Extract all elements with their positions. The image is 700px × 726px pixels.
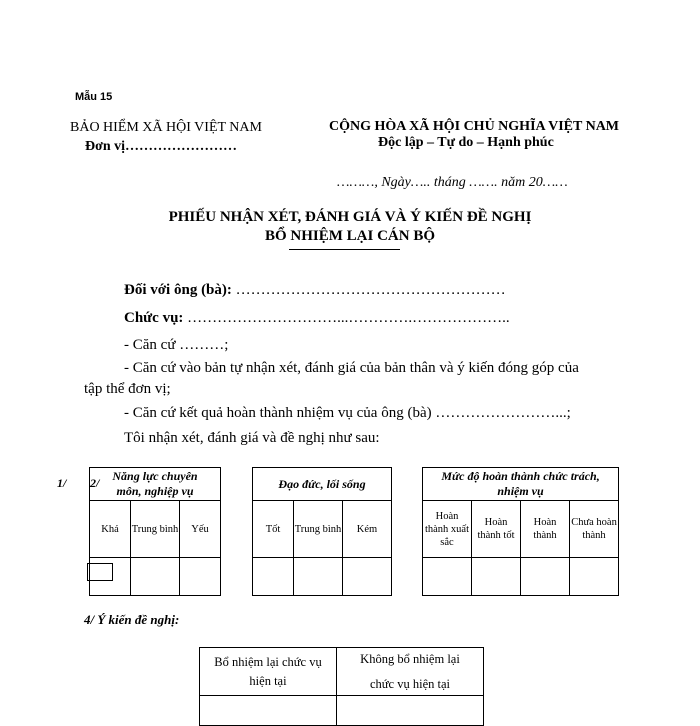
proposal-cell-reappoint[interactable] <box>200 696 337 726</box>
form-code: Mẫu 15 <box>75 91 113 103</box>
ethics-cell-poor[interactable] <box>343 558 392 596</box>
basis-2-line1: - Căn cứ vào bản tự nhận xét, đánh giá của bản thân và ý kiến đóng góp của <box>124 360 579 376</box>
date-line: ………, Ngày….. tháng ……. năm 20…… <box>337 175 568 190</box>
basis-3: - Căn cứ kết quả hoàn thành nhiệm vụ của ông (bà) ……………………...; <box>124 405 571 421</box>
person-field <box>124 282 506 299</box>
title-underline <box>289 249 400 250</box>
position-value: …………………………...………….……………….. <box>183 310 510 326</box>
completion-table <box>422 467 619 596</box>
ethics-header: Đạo đức, lối sống <box>253 468 392 501</box>
competence-cell-weak[interactable] <box>180 558 221 596</box>
competence-col-average: Trung bình <box>131 501 180 558</box>
national-motto: Độc lập – Tự do – Hạnh phúc <box>378 135 554 150</box>
proposal-reappoint: Bổ nhiệm lại chức vụ hiện tại <box>200 648 337 696</box>
proposal-cell-not-reappoint[interactable] <box>337 696 484 726</box>
ethics-table <box>252 467 392 596</box>
checkbox[interactable] <box>87 563 113 581</box>
ethics-col-poor: Kém <box>343 501 392 558</box>
position-field <box>124 310 510 327</box>
section-1-label: 1/ <box>57 476 67 490</box>
competence-col-weak: Yếu <box>180 501 221 558</box>
person-value: ……………………………………………… <box>231 282 506 298</box>
completion-col-good: Hoàn thành tốt <box>472 501 521 558</box>
competence-col-good: Khá <box>90 501 131 558</box>
completion-col-not-completed: Chưa hoàn thành <box>570 501 619 558</box>
document-title-line1: PHIẾU NHẬN XÉT, ĐÁNH GIÁ VÀ Ý KIẾN ĐỀ NGHỊ <box>168 209 532 225</box>
basis-2-line2: tập thể đơn vị; <box>84 381 171 397</box>
country-name: CỘNG HÒA XÃ HỘI CHỦ NGHĨA VIỆT NAM <box>329 119 620 134</box>
competence-header: Năng lực chuyên môn, nghiệp vụ <box>90 468 221 501</box>
section-4-label: 4/ Ý kiến đề nghị: <box>84 612 180 627</box>
person-label: Đối với ông (bà): <box>124 282 232 298</box>
completion-col-excellent: Hoàn thành xuất sắc <box>423 501 472 558</box>
assessment-intro: Tôi nhận xét, đánh giá và đề nghị như sau: <box>124 430 380 446</box>
completion-header: Mức độ hoàn thành chức trách, nhiệm vụ <box>423 468 619 501</box>
completion-cell-excellent[interactable] <box>423 558 472 596</box>
agency-name: BẢO HIỂM XÃ HỘI VIỆT NAM <box>70 120 262 135</box>
proposal-table <box>199 647 484 726</box>
completion-cell-good[interactable] <box>472 558 521 596</box>
competence-cell-average[interactable] <box>131 558 180 596</box>
unit-name: Đơn vị…………………… <box>85 139 238 154</box>
section-2-label: 2/ <box>90 476 100 490</box>
ethics-cell-average[interactable] <box>294 558 343 596</box>
proposal-not-reappoint: Không bổ nhiệm lại chức vụ hiện tại <box>337 648 484 696</box>
ethics-cell-good[interactable] <box>253 558 294 596</box>
completion-cell-not-completed[interactable] <box>570 558 619 596</box>
ethics-col-good: Tốt <box>253 501 294 558</box>
completion-col-completed: Hoàn thành <box>521 501 570 558</box>
completion-cell-completed[interactable] <box>521 558 570 596</box>
document-title-line2: BỔ NHIỆM LẠI CÁN BỘ <box>264 228 436 244</box>
ethics-col-average: Trung bình <box>294 501 343 558</box>
position-label: Chức vụ: <box>124 310 184 326</box>
basis-1: - Căn cứ ………; <box>124 337 229 353</box>
